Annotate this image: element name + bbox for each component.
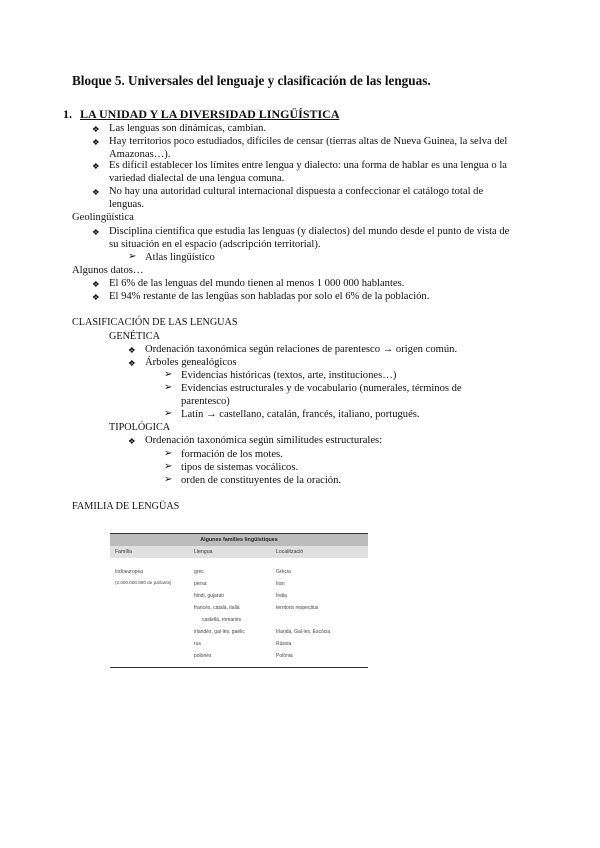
arrow-bullet-icon: ➢ [164, 369, 173, 380]
sub-bullet-text: parentesco) [181, 396, 230, 407]
tipologica-heading: TIPOLÓGICA [109, 422, 171, 433]
table-cell-language: polonès [194, 653, 212, 659]
family-name: Indoeuropea [115, 569, 144, 575]
sub-bullet-text: orden de constituyentes de la oración. [181, 475, 342, 486]
bullet-text: Las lenguas son dinámicas, cambian. [109, 123, 267, 134]
bullet-text: su situación en el espacio (adscripción territorial). [109, 239, 321, 250]
bullet-icon: ❖ [92, 292, 100, 302]
bullet-text: Hay territorios poco estudiados, difíciles de censar (tierras altas de Nueva Guinea, la selva del [109, 136, 508, 147]
sub-bullet-text: Atlas lingüístico [145, 252, 215, 263]
sub-bullet-text: tipos de sistemas vocálicos. [181, 462, 299, 473]
table-cell-language: francès, català, italià [194, 605, 240, 611]
table-cell-language: irlandès, gal·lès, gaèlic [194, 629, 245, 635]
bullet-icon: ❖ [92, 137, 100, 147]
datos-title: Algunos datos… [72, 265, 144, 276]
bullet-text: Ordenación taxonómica según relaciones de parentesco → origen común. [145, 344, 458, 355]
bullet-text: Ordenación taxonómica según similitudes estructurales: [145, 435, 383, 446]
section-heading: LA UNIDAD Y LA DIVERSIDAD LINGÜÍSTICA [80, 107, 340, 121]
table-cell-location: Grècia [276, 569, 291, 575]
arrow-bullet-icon: ➢ [128, 251, 137, 262]
bullet-text: Es difícil establecer los límites entre lengua y dialecto: una forma de hablar es una lengua o la [109, 160, 508, 171]
family-note: (2.000.000.000 de parlants) [115, 580, 172, 585]
sub-bullet-text: Evidencias estructurales y de vocabulario (numerales, términos de [181, 383, 462, 394]
bullet-icon: ❖ [92, 279, 100, 289]
arrow-bullet-icon: ➢ [164, 408, 173, 419]
bullet-text: Disciplina científica que estudia las lenguas (y dialectos) del mundo desde el punto de vista de [109, 226, 510, 237]
bullet-text: Amazonas…). [109, 149, 171, 160]
bullet-text: lenguas. [109, 199, 145, 210]
bullet-icon: ❖ [128, 345, 136, 355]
table-cell-language: hindi, gujarati [194, 593, 224, 599]
bullet-text: El 94% restante de las lengüas son habladas por solo el 6% de la población. [109, 291, 430, 302]
table-cell-language: grec [194, 569, 204, 575]
arrow-bullet-icon: ➢ [164, 461, 173, 472]
table-caption: Algunes famílies lingüístiques [110, 534, 368, 546]
table-cell-location: Polònia [276, 653, 293, 659]
bullet-icon: ❖ [92, 124, 100, 134]
table-cell-language: castellà, romanès [202, 617, 242, 623]
table-bottom-rule [110, 667, 368, 668]
arrow-bullet-icon: ➢ [164, 382, 173, 393]
sub-bullet-text: Evidencias históricas (textos, arte, instituciones…) [181, 370, 397, 381]
bullet-icon: ❖ [128, 436, 136, 446]
page-title: Bloque 5. Universales del lenguaje y clasificación de las lenguas. [72, 73, 431, 88]
geo-title: Geolingüística [72, 212, 134, 223]
genetica-heading: GENÉTICA [109, 331, 160, 342]
bullet-icon: ❖ [128, 358, 136, 368]
table-cell-language: persa [194, 581, 207, 587]
arrow-bullet-icon: ➢ [164, 474, 173, 485]
bullet-text: No hay una autoridad cultural internacional dispuesta a confeccionar el catálogo total de [109, 186, 484, 197]
bullet-text: Árboles genealógicos [145, 357, 237, 368]
bullet-text: variedad dialectal de una lengua comuna. [109, 173, 285, 184]
bullet-icon: ❖ [92, 187, 100, 197]
table-header-llengua: Llengua [194, 549, 213, 555]
table-cell-language: rus [194, 641, 201, 647]
arrow-bullet-icon: ➢ [164, 448, 173, 459]
table-cell-location: Iran [276, 581, 285, 587]
table-header-row [110, 546, 368, 558]
bullet-icon: ❖ [92, 227, 100, 237]
clasificacion-title: CLASIFICACIÓN DE LAS LENGUAS [72, 317, 238, 328]
bullet-text: El 6% de las lenguas del mundo tienen al menos 1 000 000 hablantes. [109, 278, 405, 289]
sub-bullet-text: Latín → castellano, catalán, francés, italiano, portugués. [181, 409, 420, 420]
sub-bullet-text: formación de los motes. [181, 449, 283, 460]
language-families-table [110, 533, 368, 659]
table-cell-location: Rússia [276, 641, 292, 647]
table-cell-location: Irlanda, Gal·les, Escòcia [276, 629, 331, 635]
table-cell-location: territoris respectius [276, 605, 319, 611]
table-cell-location: Índia [276, 593, 287, 599]
bullet-icon: ❖ [92, 161, 100, 171]
familia-title: FAMILIA DE LENGÜAS [72, 501, 180, 512]
table-header-familia: Família [115, 549, 133, 555]
section-number: 1. [63, 107, 72, 121]
table-header-localitzacio: Localització [276, 549, 304, 555]
